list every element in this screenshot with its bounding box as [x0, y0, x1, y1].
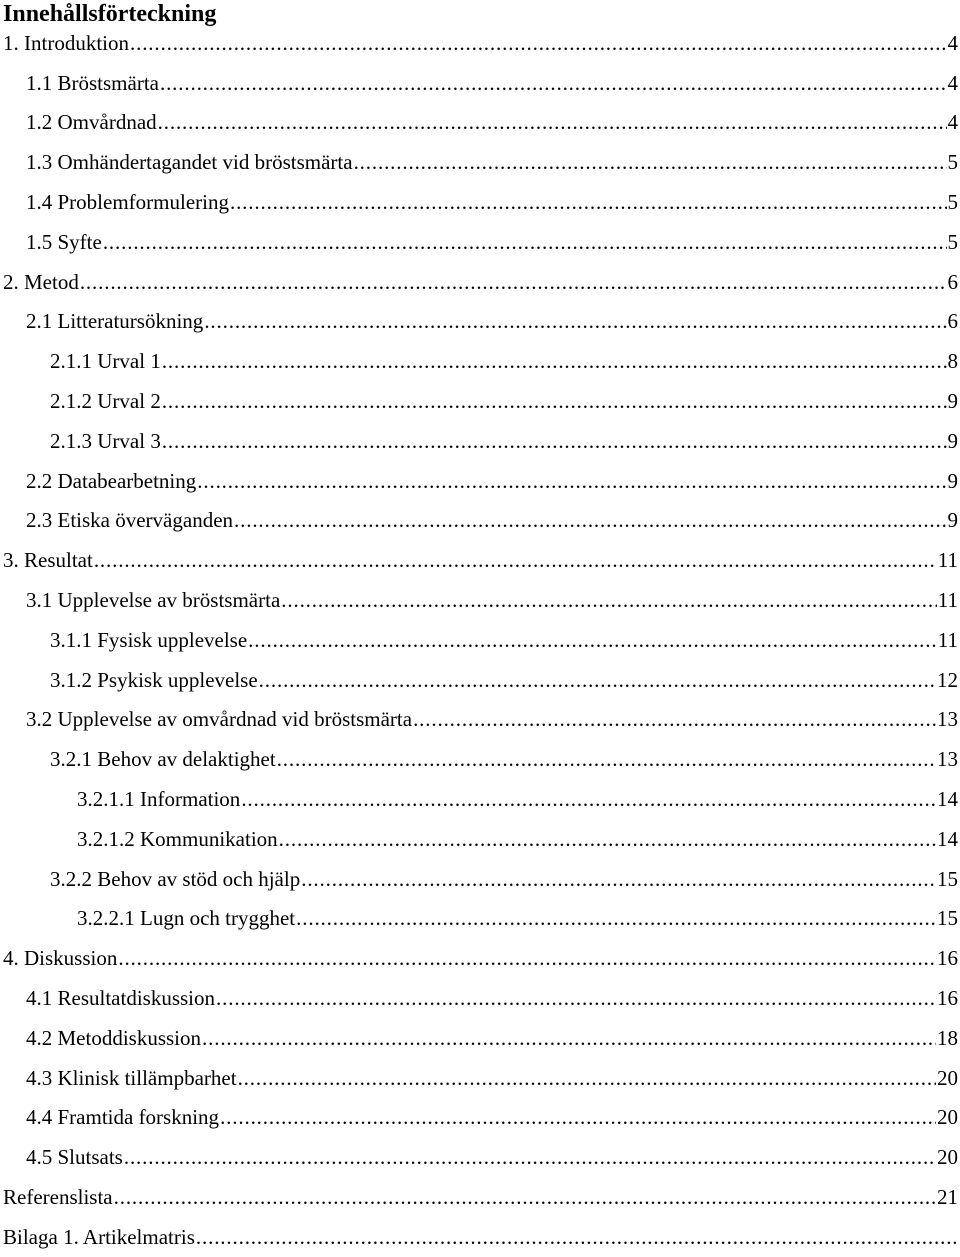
toc-entry[interactable] — [0, 938, 960, 978]
toc-entry-page-number: 11 — [938, 628, 960, 652]
toc-entry[interactable] — [0, 103, 960, 143]
toc-entry-page-number: 15 — [937, 867, 960, 891]
toc-entry[interactable] — [0, 262, 960, 302]
toc-entry-title: 2.1.3 Urval 3 — [50, 429, 161, 453]
toc-entry-page-number: 4 — [948, 31, 960, 55]
toc-entry-title: 2. Metod — [3, 270, 79, 294]
toc-entry[interactable] — [0, 1058, 960, 1098]
toc-dot-leader — [114, 1185, 936, 1209]
toc-entry[interactable] — [0, 540, 960, 580]
toc-entry-page-number: 6 — [948, 270, 960, 294]
toc-entry-page-number: 16 — [937, 986, 960, 1010]
toc-entry-title: 3.2.2.1 Lugn och trygghet — [77, 906, 295, 930]
toc-entry[interactable] — [0, 142, 960, 182]
toc-entry[interactable] — [0, 1098, 960, 1138]
toc-entry-page-number: 4 — [948, 110, 960, 134]
toc-entry-page-number: 14 — [937, 827, 960, 851]
toc-entry-page-number: 6 — [948, 309, 960, 333]
toc-entry[interactable] — [0, 779, 960, 819]
toc-dot-leader — [197, 469, 946, 493]
toc-entry-title: 1.5 Syfte — [26, 230, 102, 254]
toc-entry[interactable] — [0, 501, 960, 541]
toc-entry-title: 2.1.2 Urval 2 — [50, 389, 161, 413]
toc-entry-title: 4.3 Klinisk tillämpbarhet — [26, 1066, 237, 1090]
toc-entry[interactable] — [0, 23, 960, 63]
toc-dot-leader — [241, 787, 936, 811]
toc-dot-leader — [279, 827, 936, 851]
toc-entry[interactable] — [0, 899, 960, 939]
toc-entry[interactable] — [0, 222, 960, 262]
toc-dot-leader — [248, 628, 937, 652]
toc-dot-leader — [160, 71, 947, 95]
toc-entry[interactable] — [0, 1177, 960, 1217]
toc-entry[interactable] — [0, 63, 960, 103]
toc-entry[interactable] — [0, 978, 960, 1018]
toc-entry-title: 3.1.2 Psykisk upplevelse — [50, 668, 258, 692]
toc-list — [0, 23, 960, 1257]
toc-entry-page-number: 16 — [937, 946, 960, 970]
toc-entry-page-number: 5 — [948, 150, 960, 174]
toc-entry[interactable] — [0, 461, 960, 501]
toc-entry[interactable] — [0, 660, 960, 700]
toc-dot-leader — [230, 190, 947, 214]
toc-entry[interactable] — [0, 381, 960, 421]
toc-dot-leader — [202, 1026, 936, 1050]
toc-dot-leader — [103, 230, 947, 254]
toc-entry-page-number: 12 — [937, 668, 960, 692]
toc-entry-title: 3. Resultat — [3, 548, 93, 572]
toc-dot-leader — [234, 508, 946, 532]
toc-entry-page-number: 20 — [937, 1066, 960, 1090]
toc-entry-page-number: 13 — [937, 747, 960, 771]
toc-dot-leader — [296, 906, 936, 930]
toc-dot-leader — [130, 31, 947, 55]
toc-entry-title: 1.2 Omvårdnad — [26, 110, 157, 134]
toc-dot-leader — [277, 747, 936, 771]
toc-dot-leader — [118, 946, 936, 970]
toc-entry-page-number: 20 — [937, 1145, 960, 1169]
toc-entry-title: 3.2.1.2 Kommunikation — [77, 827, 278, 851]
toc-entry-page-number: 11 — [938, 548, 960, 572]
toc-dot-leader — [354, 150, 947, 174]
toc-dot-leader — [196, 1225, 959, 1249]
toc-dot-leader — [259, 668, 936, 692]
toc-entry-page-number: 9 — [948, 389, 960, 413]
toc-entry-page-number: 21 — [937, 1185, 960, 1209]
toc-entry[interactable] — [0, 1137, 960, 1177]
toc-entry-title: 3.2.2 Behov av stöd och hjälp — [50, 867, 300, 891]
toc-entry-title: 2.1.1 Urval 1 — [50, 349, 161, 373]
toc-entry[interactable] — [0, 580, 960, 620]
toc-entry[interactable] — [0, 182, 960, 222]
toc-entry-page-number: 5 — [948, 190, 960, 214]
toc-entry[interactable] — [0, 302, 960, 342]
toc-entry[interactable] — [0, 421, 960, 461]
toc-title: Innehållsförteckning — [3, 0, 216, 28]
toc-dot-leader — [158, 110, 947, 134]
toc-entry-title: 1. Introduktion — [3, 31, 129, 55]
toc-entry-page-number: 9 — [948, 429, 960, 453]
toc-entry-page-number: 15 — [937, 906, 960, 930]
toc-entry[interactable] — [0, 739, 960, 779]
toc-entry-title: 4.1 Resultatdiskussion — [26, 986, 215, 1010]
toc-entry-title: 1.3 Omhändertagandet vid bröstsmärta — [26, 150, 353, 174]
toc-entry[interactable] — [0, 1217, 960, 1257]
toc-entry-page-number: 20 — [937, 1105, 960, 1129]
toc-entry-title: 3.1.1 Fysisk upplevelse — [50, 628, 247, 652]
toc-entry-page-number: 14 — [937, 787, 960, 811]
toc-entry-title: 3.1 Upplevelse av bröstsmärta — [26, 588, 280, 612]
toc-entry-title: 1.4 Problemformulering — [26, 190, 229, 214]
toc-entry[interactable] — [0, 819, 960, 859]
toc-entry-title: 2.1 Litteratursökning — [26, 309, 203, 333]
toc-entry-title: 4.4 Framtida forskning — [26, 1105, 219, 1129]
toc-entry-page-number: 9 — [948, 469, 960, 493]
toc-dot-leader — [216, 986, 936, 1010]
toc-dot-leader — [238, 1066, 936, 1090]
toc-entry[interactable] — [0, 341, 960, 381]
toc-entry-title: Referenslista — [3, 1185, 113, 1209]
toc-entry-title: 2.2 Databearbetning — [26, 469, 196, 493]
toc-dot-leader — [220, 1105, 936, 1129]
toc-entry-page-number: 9 — [948, 508, 960, 532]
toc-entry[interactable] — [0, 700, 960, 740]
toc-dot-leader — [301, 867, 936, 891]
toc-entry-title: 3.2.1 Behov av delaktighet — [50, 747, 276, 771]
toc-dot-leader — [80, 270, 947, 294]
toc-entry-title: 4. Diskussion — [3, 946, 117, 970]
toc-entry-title: 3.2 Upplevelse av omvårdnad vid bröstsmärta — [26, 707, 412, 731]
toc-entry-title: 4.2 Metoddiskussion — [26, 1026, 201, 1050]
toc-dot-leader — [94, 548, 937, 572]
toc-entry-title: 3.2.1.1 Information — [77, 787, 240, 811]
toc-entry-page-number: 11 — [938, 588, 960, 612]
toc-entry[interactable] — [0, 620, 960, 660]
toc-entry-page-number: 4 — [948, 71, 960, 95]
toc-entry-page-number: 18 — [937, 1026, 960, 1050]
toc-dot-leader — [162, 429, 947, 453]
toc-entry-page-number: 5 — [948, 230, 960, 254]
toc-entry[interactable] — [0, 859, 960, 899]
toc-entry-title: Bilaga 1. Artikelmatris — [3, 1225, 195, 1249]
toc-entry-title: 4.5 Slutsats — [26, 1145, 123, 1169]
toc-dot-leader — [281, 588, 936, 612]
toc-entry-title: 2.3 Etiska överväganden — [26, 508, 233, 532]
toc-dot-leader — [413, 707, 936, 731]
toc-dot-leader — [204, 309, 946, 333]
toc-dot-leader — [162, 349, 947, 373]
toc-dot-leader — [162, 389, 947, 413]
toc-entry-page-number: 8 — [948, 349, 960, 373]
toc-dot-leader — [124, 1145, 936, 1169]
toc-entry-page-number: 13 — [937, 707, 960, 731]
toc-entry-title: 1.1 Bröstsmärta — [26, 71, 159, 95]
toc-entry[interactable] — [0, 1018, 960, 1058]
